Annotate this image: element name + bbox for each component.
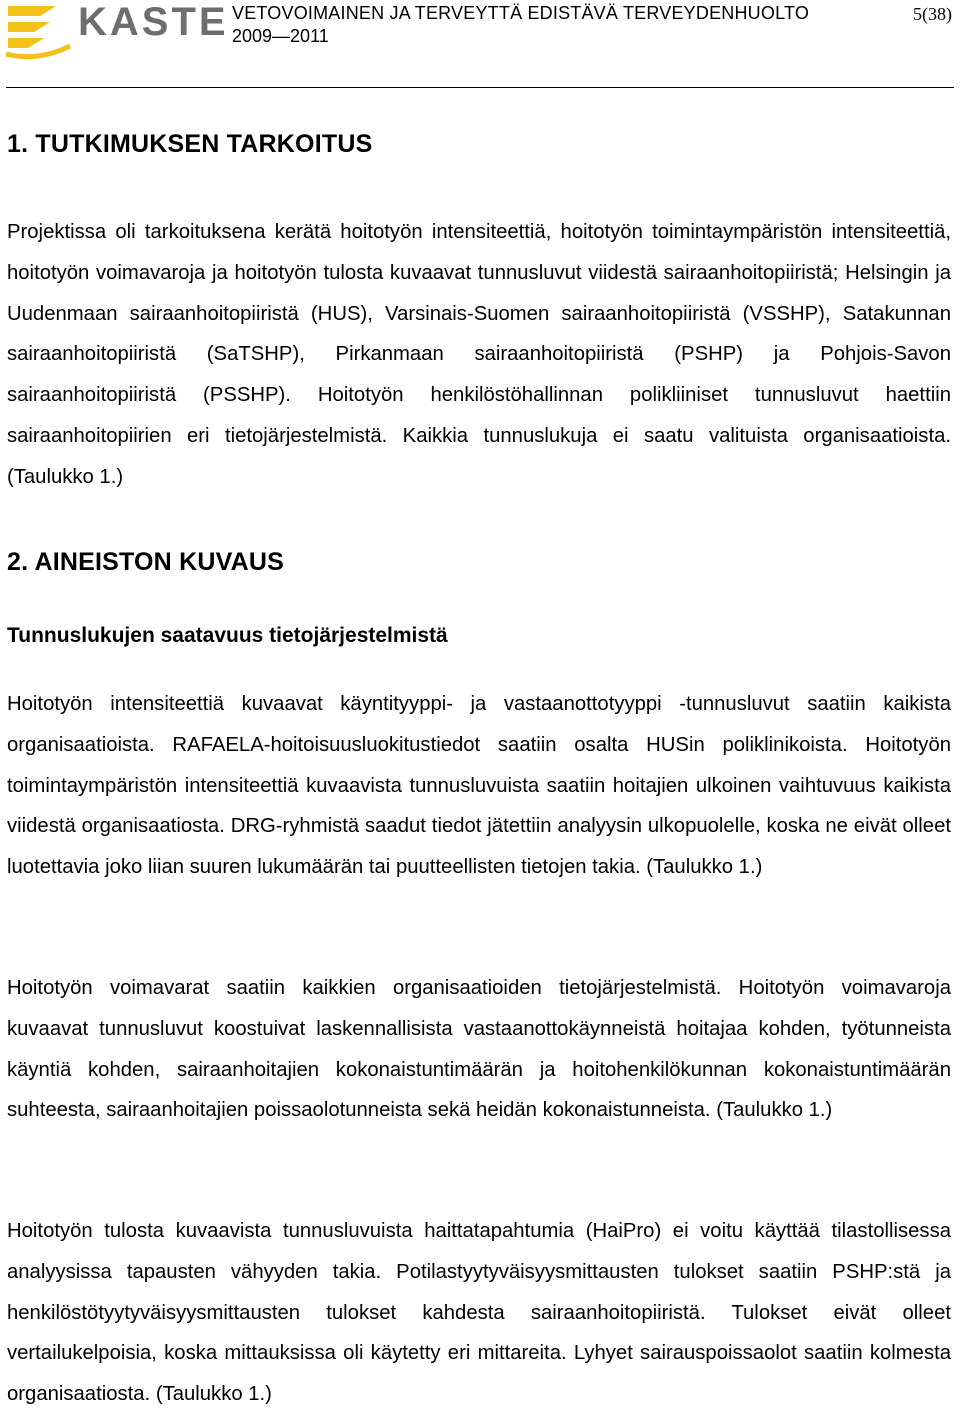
document-title: VETOVOIMAINEN JA TERVEYTTÄ EDISTÄVÄ TERVEYDENHUOLTO — [232, 3, 810, 23]
section-2-heading: 2. AINEISTON KUVAUS — [7, 548, 284, 576]
page-number: 5(38) — [913, 4, 952, 24]
page-header — [0, 0, 960, 88]
section-2-paragraph-1: Hoitotyön intensiteettiä kuvaavat käyntityyppi- ja vastaanottotyyppi -tunnusluvut saatiin kaikista organisaatioista. RAFAELA-hoitoisuusluokitustiedot saatiin osalta HUSin poliklinikoista. Hoitotyön toimintaympäristön intensiteettiä kuvaavista tunnusluvuista saatiin hoitajien ulkoinen vaihtuvuus kaikista viidestä organisaatiosta. DRG-ryhmistä saadut tiedot jätettiin analyysin ulkopuolelle, koska ne eivät olleet luotettavia joko liian suuren lukumäärän tai puutteellisten tietojen takia. (Taulukko 1.) — [7, 693, 951, 879]
document-years: 2009—2011 — [232, 26, 329, 46]
kaste-logo — [4, 0, 229, 62]
section-1-paragraph: Projektissa oli tarkoituksena kerätä hoitotyön intensiteettiä, hoitotyön toimintaympäristön intensiteettiä, hoitotyön voimavaroja ja hoitotyön tulosta kuvaavat tunnusluvut viidestä sairaanhoitopiiristä; Helsingin ja Uudenmaan sairaanhoitopiiristä (HUS), Varsinais-Suomen sairaanhoitopiiristä (VSSHP), Satakunnan sairaanhoitopiiristä (SaTSHP), Pirkanmaan sairaanhoitopiiristä (PSHP) ja Pohjois-Savon sairaanhoitopiiristä (PSSHP). Hoitotyön henkilöstöhallinnan polikliiniset tunnusluvut haettiin sairaanhoitopiirien eri tietojärjestelmistä. Kaikkia tunnuslukuja ei saatu valituista organisaatioista. (Taulukko 1.) — [7, 221, 951, 488]
section-1-heading: 1. TUTKIMUKSEN TARKOITUS — [7, 130, 373, 158]
section-2-paragraph-2: Hoitotyön voimavarat saatiin kaikkien organisaatioiden tietojärjestelmistä. Hoitotyön voimavaroja kuvaavat tunnusluvut koostuivat laskennallisista vastaanottokäynneistä hoitajaa kohden, työtunneista käyntiä kohden, sairaanhoitajien kokonaistuntimäärän ja hoitohenkilökunnan kokonaistuntimäärän suhteesta, sairaanhoitajien poissaolotunneista sekä heidän kokonaistunneista. (Taulukko 1.) — [7, 977, 951, 1122]
kaste-logo-icon — [4, 0, 76, 62]
section-2-subheading: Tunnuslukujen saatavuus tietojärjestelmistä — [7, 624, 448, 647]
logo-text: KASTE — [78, 0, 229, 44]
section-2-paragraph-3: Hoitotyön tulosta kuvaavista tunnusluvuista haittatapahtumia (HaiPro) ei voitu käyttää tilastollisessa analyysissa tapausten vähyyden takia. Potilastyytyväisyysmittausten tulokset saatiin PSHP:stä ja henkilöstötyytyväisyysmittausten tulokset kahdesta sairaanhoitopiiristä. Tulokset eivät olleet vertailukelpoisia, koska mittauksissa oli käytetty eri mittareita. Lyhyet sairauspoissaolot saatiin kolmesta organisaatiosta. (Taulukko 1.) — [7, 1220, 951, 1406]
header-divider — [6, 87, 954, 88]
